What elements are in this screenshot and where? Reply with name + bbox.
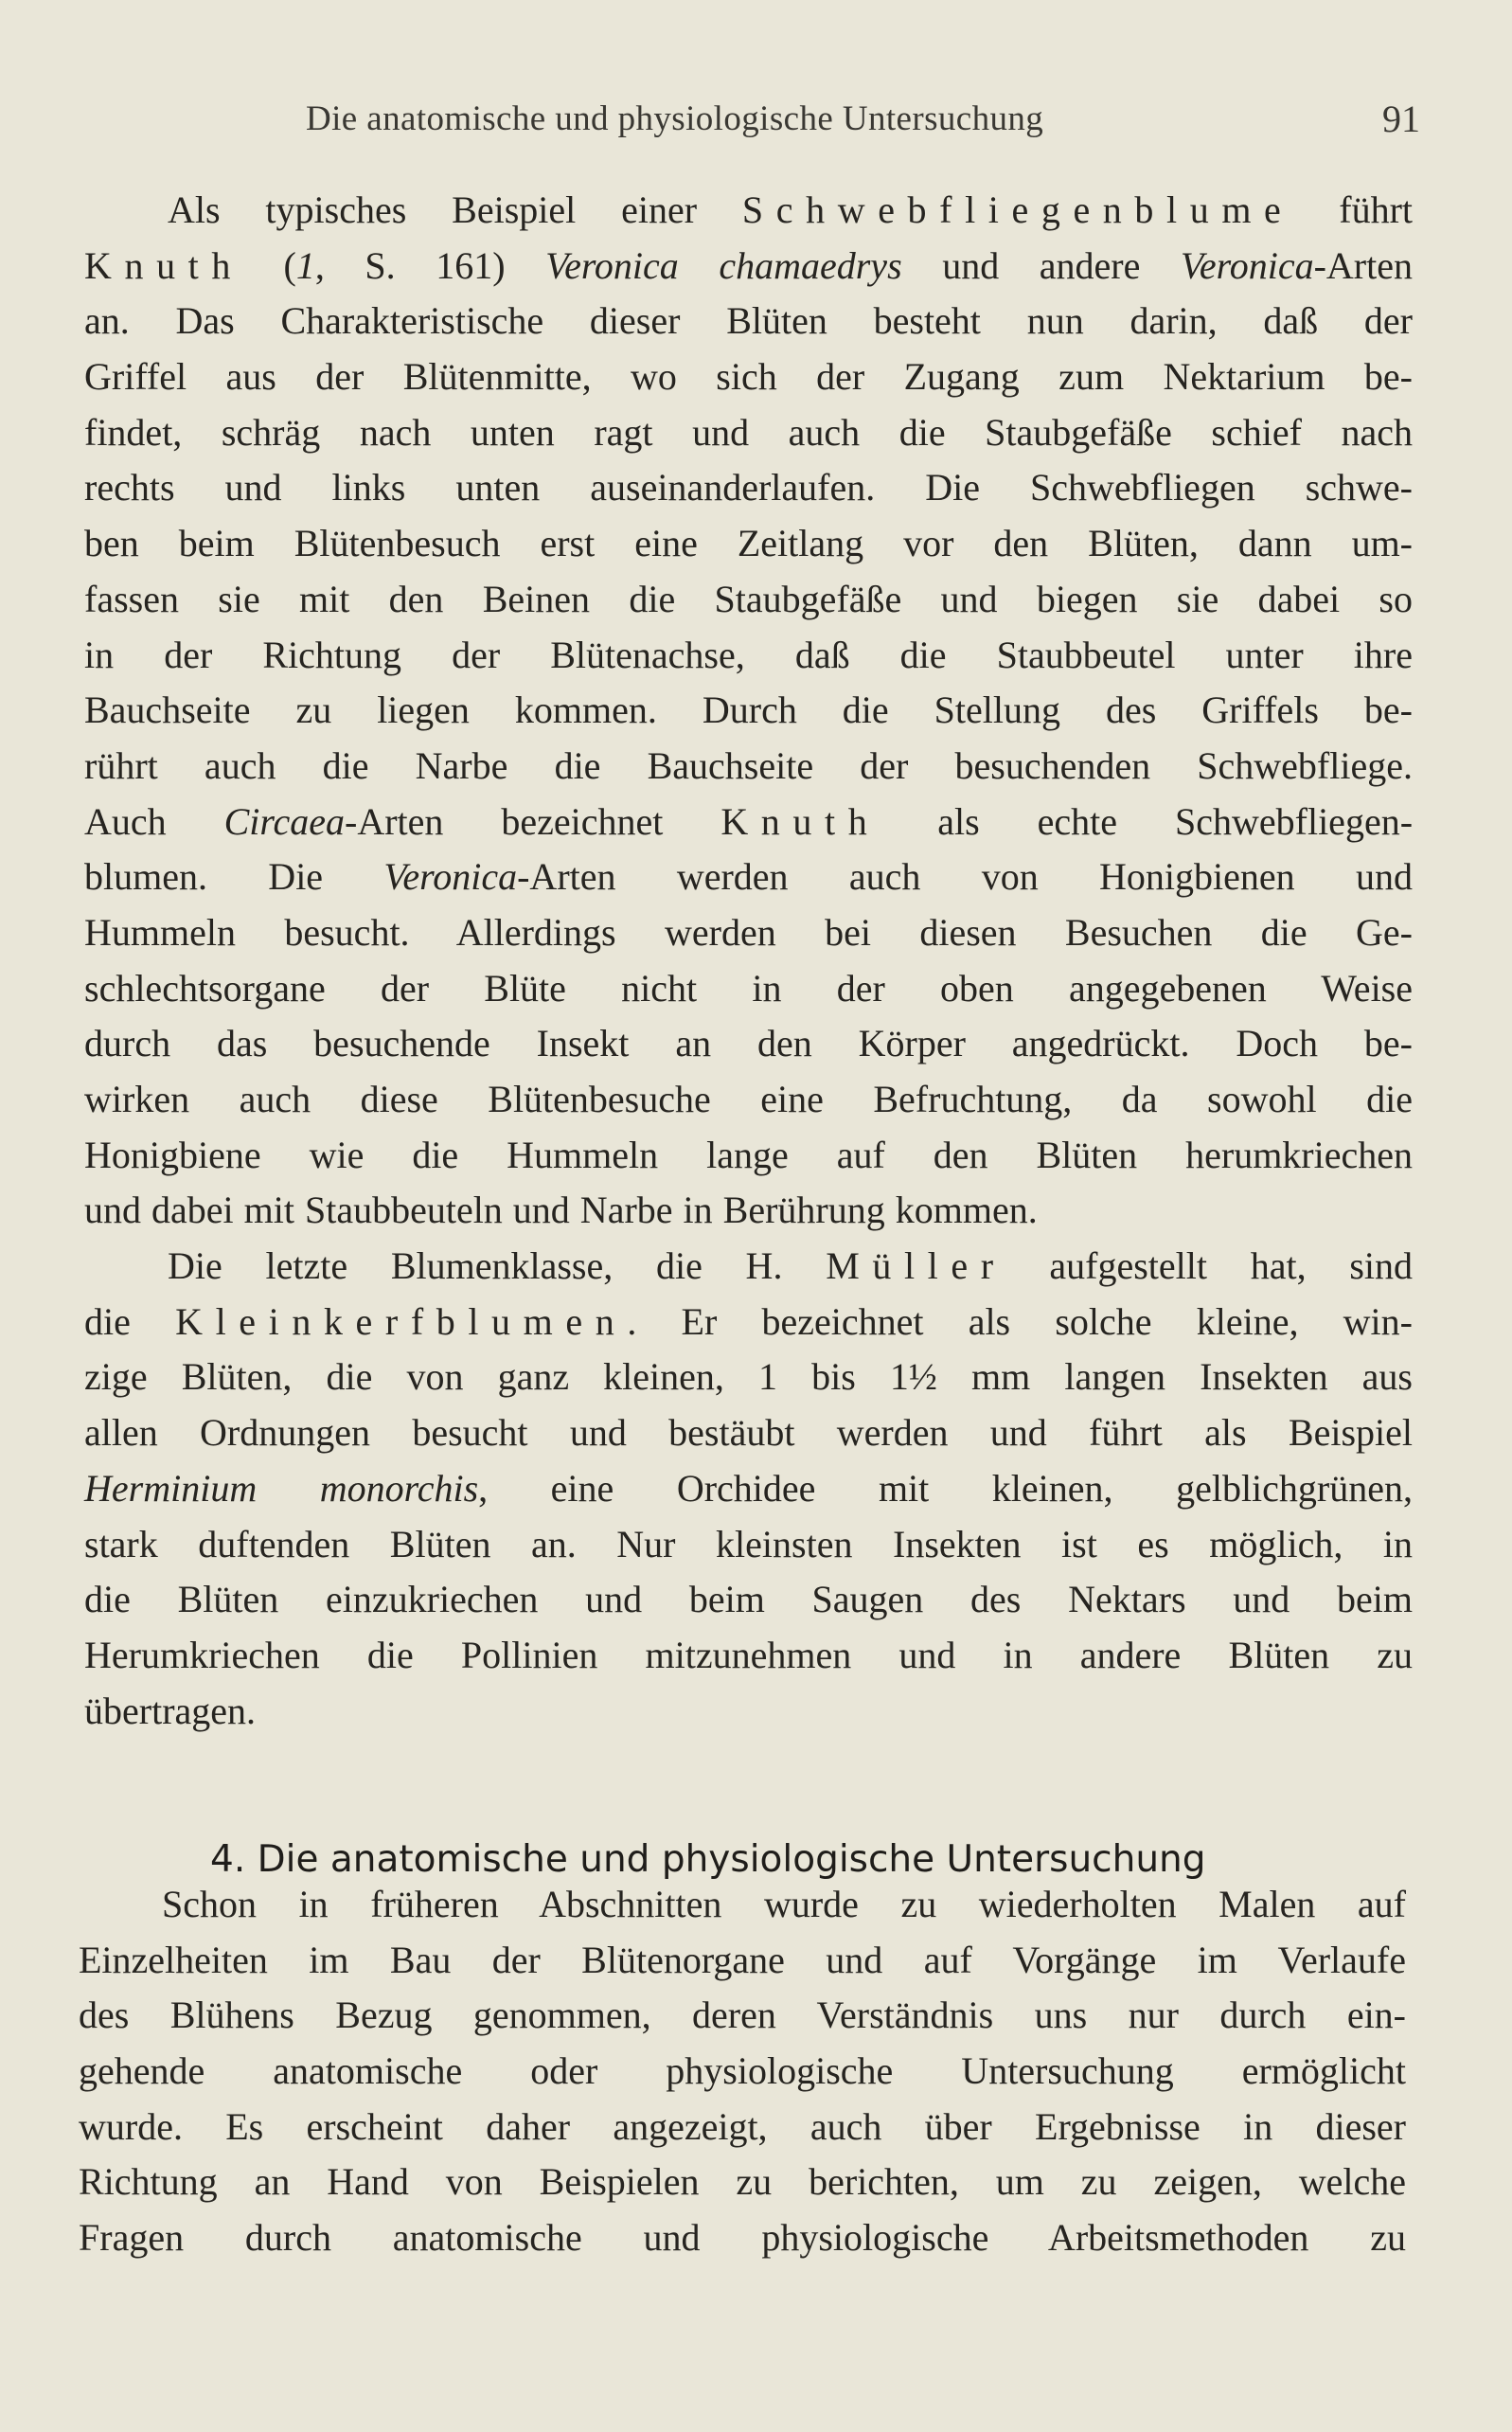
text-line: allen Ordnungen besucht und bestäubt werden und führt als Beispiel	[84, 1411, 1413, 1455]
text-line: findet, schräg nach unten ragt und auch die Staubgefäße schief nach	[84, 410, 1413, 454]
body-text-lower	[79, 1877, 1406, 2266]
text-line: ben beim Blütenbesuch erst eine Zeitlang vor den Blüten, dann um-	[84, 522, 1413, 565]
text-run: Die letzte Blumenklasse, die H.	[168, 1244, 827, 1288]
text-run: , eine Orchidee mit kleinen, gelblichgrünen,	[478, 1466, 1413, 1510]
text-line: an. Das Charakteristische dieser Blüten besteht nun darin, daß der	[84, 299, 1413, 343]
author-name: Müller	[826, 1244, 1006, 1288]
text-line: des Blühens Bezug genommen, deren Verständnis uns nur durch ein-	[79, 1994, 1406, 2037]
author-name: Knuth	[84, 243, 243, 287]
text-run: führt	[1293, 188, 1414, 231]
genus-name: Veronica	[383, 855, 518, 899]
text-line: fassen sie mit den Beinen die Staubgefäße und biegen sie dabei so	[84, 577, 1413, 620]
text-line	[84, 1295, 1413, 1350]
species-name: Veronica chamaedrys	[545, 243, 902, 287]
text-run: blumen. Die	[84, 855, 384, 899]
text-line: Schon in früheren Abschnitten wurde zu wiederholten Malen auf	[162, 1883, 1406, 1925]
spaced-term: Kleinkerfblumen	[175, 1299, 628, 1343]
text-line: Hummeln besucht. Allerdings werden bei diesen Besuchen die Ge-	[84, 910, 1413, 954]
text-line	[84, 849, 1413, 905]
text-line: rührt auch die Narbe die Bauchseite der besuchenden Schwebfliege.	[84, 743, 1413, 787]
text-line: die Blüten einzukriechen und beim Saugen des Nektars und beim	[84, 1578, 1413, 1621]
species-name: Herminium monorchis	[84, 1466, 479, 1510]
text-line: Griffel aus der Blütenmitte, wo sich der Zugang zum Nektarium be-	[84, 355, 1413, 399]
text-line: Honigbiene wie die Hummeln lange auf den Blüten herumkriechen	[84, 1133, 1413, 1176]
text-line	[84, 183, 1413, 239]
text-run: Auch	[84, 799, 224, 843]
text-run: die	[84, 1299, 176, 1343]
text-line: in der Richtung der Blütenachse, daß die Staubbeutel unter ihre	[84, 633, 1413, 676]
section-heading: 4. Die anatomische und physiologische Untersuchung	[210, 1838, 1206, 1881]
text-run: , S. 161)	[314, 243, 546, 287]
genus-name: Circaea	[223, 799, 345, 843]
text-line: Einzelheiten im Bau der Blütenorgane und auf Vorgänge im Verlaufe	[79, 1938, 1406, 1981]
author-name: Knuth	[720, 799, 881, 843]
text-line	[84, 239, 1413, 295]
text-line	[84, 1461, 1413, 1517]
paragraph-3	[79, 1877, 1406, 2266]
text-line: übertragen.	[84, 1689, 257, 1732]
text-run: -Arten werden auch von Honigbienen und	[517, 855, 1413, 899]
genus-name: Veronica	[1180, 243, 1314, 287]
text-line: wurde. Es erscheint daher angezeigt, auch über Ergebnisse in dieser	[79, 2104, 1406, 2148]
text-line: durch das besuchende Insekt an den Körper angedrückt. Doch be-	[84, 1022, 1413, 1065]
text-run: und andere	[901, 243, 1181, 287]
text-line: rechts und links unten auseinanderlaufen. Die Schwebfliegen schwe-	[84, 466, 1413, 510]
text-run: Als typisches Beispiel einer	[168, 188, 742, 231]
text-run: (	[243, 243, 296, 287]
text-run: als echte Schwebfliegen-	[880, 799, 1414, 843]
text-line: gehende anatomische oder physiologische Untersuchung ermöglicht	[79, 2049, 1406, 2093]
text-line	[84, 1239, 1413, 1295]
text-line: zige Blüten, die von ganz kleinen, 1 bis 1½ mm langen Insekten aus	[84, 1355, 1413, 1399]
body-text-upper	[84, 183, 1413, 1739]
text-run: aufgestellt hat, sind	[1005, 1244, 1413, 1288]
paragraph-2	[84, 1239, 1413, 1739]
text-line: stark duftenden Blüten an. Nur kleinsten Insekten ist es möglich, in	[84, 1522, 1413, 1565]
text-line: wirken auch diese Blütenbesuche eine Befruchtung, da sowohl die	[84, 1078, 1413, 1120]
paragraph-1	[84, 183, 1413, 1239]
text-run: . Er bezeichnet als solche kleine, win-	[627, 1299, 1413, 1343]
text-run: -Arten	[1313, 243, 1413, 287]
spaced-term: Schwebfliegenblume	[741, 188, 1294, 231]
text-line: Bauchseite zu liegen kommen. Durch die Stellung des Griffels be-	[84, 688, 1413, 732]
running-title: Die anatomische und physiologische Untersuchung	[306, 99, 1044, 138]
text-line: Richtung an Hand von Beispielen zu berichten, um zu zeigen, welche	[79, 2160, 1406, 2204]
text-line: und dabei mit Staubbeuteln und Narbe in Berührung kommen.	[84, 1189, 1038, 1232]
citation-number: 1	[295, 243, 315, 287]
text-line	[84, 795, 1413, 850]
text-line: Herumkriechen die Pollinien mitzunehmen und in andere Blüten zu	[84, 1633, 1413, 1676]
page-number: 91	[1382, 98, 1420, 140]
running-head	[83, 91, 1420, 148]
text-line: Fragen durch anatomische und physiologische Arbeitsmethoden zu	[79, 2216, 1406, 2260]
text-run: -Arten bezeichnet	[345, 799, 721, 843]
text-line: schlechtsorgane der Blüte nicht in der oben angegebenen Weise	[84, 966, 1413, 1010]
